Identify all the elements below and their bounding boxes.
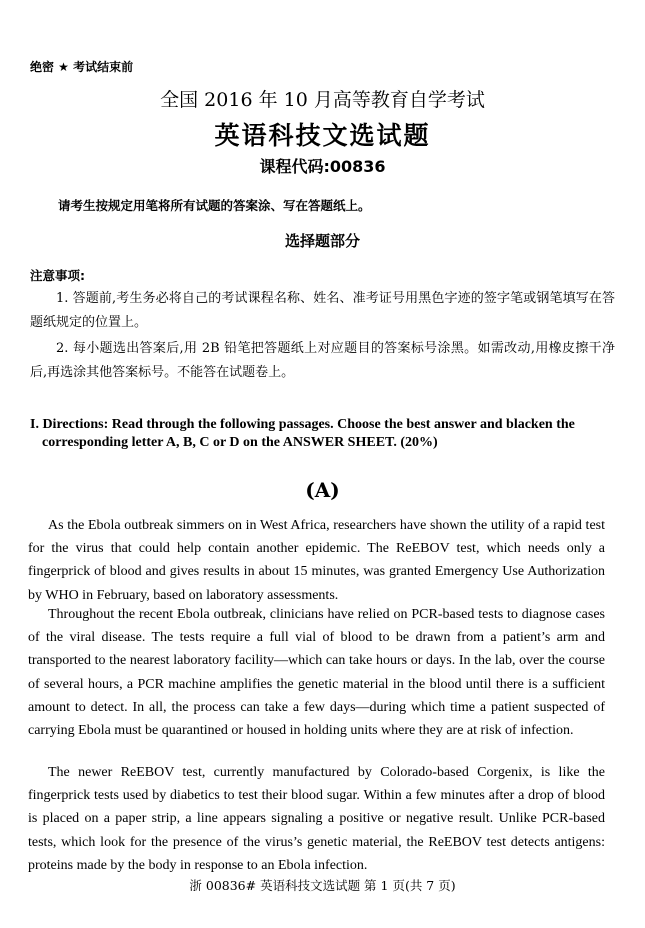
exam-title: 全国 2016 年 10 月高等教育自学考试	[160, 89, 485, 111]
passage-paragraph: The newer ReEBOV test, currently manufactured by Colorado-based Corgenix, is like the fingerprick tests used by diabetics to test their blood sugar. Within a few minutes after a drop of blood is placed on a paper strip, a line appears signaling a positive or negative result. Unlike PCR-based tests, which look for the presence of the virus’s genetic material, the ReEBOV test detects antigens: proteins made by the body in response to an Ebola infection.	[28, 765, 605, 873]
course-code: 课程代码:00836	[259, 157, 386, 176]
notice-heading: 注意事项:	[30, 268, 85, 283]
answer-instruction: 请考生按规定用笔将所有试题的答案涂、写在答题纸上。	[58, 198, 371, 213]
section-title: 选择题部分	[284, 232, 360, 250]
directions-line: I. Directions: Read through the following passages. Choose the best answer and blacken the	[30, 417, 575, 432]
directions	[30, 416, 610, 452]
passage-paragraph: Throughout the recent Ebola outbreak, clinicians have relied on PCR-based tests to diagnose cases of the viral disease. The tests require a full vial of blood to be drawn from a patient’s arm and transported to the nearest laboratory facility—which can take hours or days. In the lab, over the course of several hours, a PCR machine amplifies the genetic material in the blood until there is a sufficient amount to detect. In all, the process can take a few days—during which time a patient suspected of carrying Ebola must be quarantined or housed in holding units where they are at risk of infection.	[28, 607, 605, 739]
passage-label: (A)	[305, 478, 340, 502]
notice-item: 1. 答题前,考生务必将自己的考试课程名称、姓名、准考证号用黑色字迹的签字笔或钢笔填写在答题纸规定的位置上。	[30, 291, 615, 330]
notice-item: 2. 每小题选出答案后,用 2B 铅笔把答题纸上对应题目的答案标号涂黑。如需改动,用橡皮擦干净后,再选涂其他答案标号。不能答在试题卷上。	[30, 341, 615, 380]
passage-paragraph: As the Ebola outbreak simmers on in West Africa, researchers have shown the utility of a rapid test for the virus that could help contain another epidemic. The ReEBOV test, which needs only a fingerprick of blood and gives results in about 15 minutes, was granted Emergency Use Authorization by WHO in February, based on laboratory assessments.	[28, 518, 605, 603]
subject-title: 英语科技文选试题	[214, 121, 431, 150]
directions-line: corresponding letter A, B, C or D on the ANSWER SHEET. (20%)	[42, 435, 438, 450]
page-footer: 浙 00836# 英语科技文选试题 第 1 页(共 7 页)	[189, 878, 456, 893]
confidential-mark: 绝密 ★ 考试结束前	[30, 60, 134, 74]
